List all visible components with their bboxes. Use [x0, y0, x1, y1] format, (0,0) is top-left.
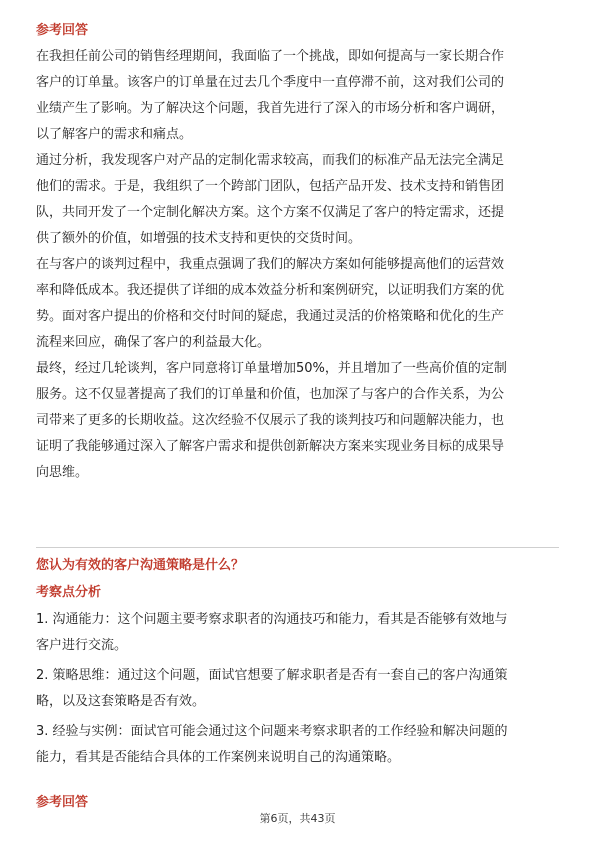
text-line: 2. 策略思维：通过这个问题，面试官想要了解求职者是否有一套自己的客户沟通策 [36, 668, 508, 683]
text-line: 司带来了更多的长期收益。这次经验不仅展示了我的谈判技巧和问题解决能力，也 [36, 413, 505, 428]
text-line: 势。面对客户提出的价格和交付时间的疑虑，我通过灵活的价格策略和优化的生产 [36, 309, 505, 324]
text-line: 业绩产生了影响。为了解决这个问题，我首先进行了深入的市场分析和客户调研， [36, 101, 505, 116]
text-line: 在与客户的谈判过程中，我重点强调了我们的解决方案如何能够提高他们的运营效 [36, 257, 505, 272]
analysis-item-1 [36, 607, 558, 659]
text-line: 1. 沟通能力：这个问题主要考察求职者的沟通技巧和能力，看其是否能够有效地与 [36, 612, 508, 627]
answer-heading: 参考回答 [36, 23, 89, 38]
question-heading: 您认为有效的客户沟通策略是什么？ [36, 558, 245, 573]
text-line: 略，以及这套策略是否有效。 [36, 694, 206, 709]
analysis-item-3 [36, 719, 558, 771]
text-line: 能力，看其是否能结合具体的工作案例来说明自己的沟通策略。 [36, 750, 401, 765]
answer-paragraph-3 [36, 252, 558, 356]
page-number: 第6页，共43页 [259, 812, 336, 825]
text-line: 率和降低成本。我还提供了详细的成本效益分析和案例研究，以证明我们方案的优 [36, 283, 505, 298]
text-line: 3. 经验与实例：面试官可能会通过这个问题来考察求职者的工作经验和解决问题的 [36, 724, 508, 739]
section-divider [36, 547, 559, 548]
text-line: 他们的需求。于是，我组织了一个跨部门团队，包括产品开发、技术支持和销售团 [36, 179, 505, 194]
answer-paragraph-4 [36, 356, 558, 486]
answer-paragraph-1 [36, 44, 558, 148]
text-line: 以了解客户的需求和痛点。 [36, 127, 193, 142]
text-line: 客户进行交流。 [36, 638, 128, 653]
analysis-item-2 [36, 663, 558, 715]
text-line: 证明了我能够通过深入了解客户需求和提供创新解决方案来实现业务目标的成果导 [36, 439, 505, 454]
text-line: 服务。这不仅显著提高了我们的订单量和价值，也加深了与客户的合作关系，为公 [36, 387, 505, 402]
text-line: 在我担任前公司的销售经理期间，我面临了一个挑战，即如何提高与一家长期合作 [36, 49, 505, 64]
text-line: 队，共同开发了一个定制化解决方案。这个方案不仅满足了客户的特定需求，还提 [36, 205, 505, 220]
text-line: 客户的订单量。该客户的订单量在过去几个季度中一直停滞不前，这对我们公司的 [36, 75, 505, 90]
text-line: 通过分析，我发现客户对产品的定制化需求较高，而我们的标准产品无法完全满足 [36, 153, 505, 168]
analysis-heading: 考察点分析 [36, 585, 102, 600]
text-line: 流程来回应，确保了客户的利益最大化。 [36, 335, 271, 350]
text-line: 最终，经过几轮谈判，客户同意将订单量增加50%，并且增加了一些高价值的定制 [36, 361, 507, 376]
text-line: 向思维。 [36, 465, 89, 480]
text-line: 供了额外的价值，如增强的技术支持和更快的交货时间。 [36, 231, 362, 246]
answer-heading-2: 参考回答 [36, 795, 89, 810]
answer-paragraph-2 [36, 148, 558, 252]
